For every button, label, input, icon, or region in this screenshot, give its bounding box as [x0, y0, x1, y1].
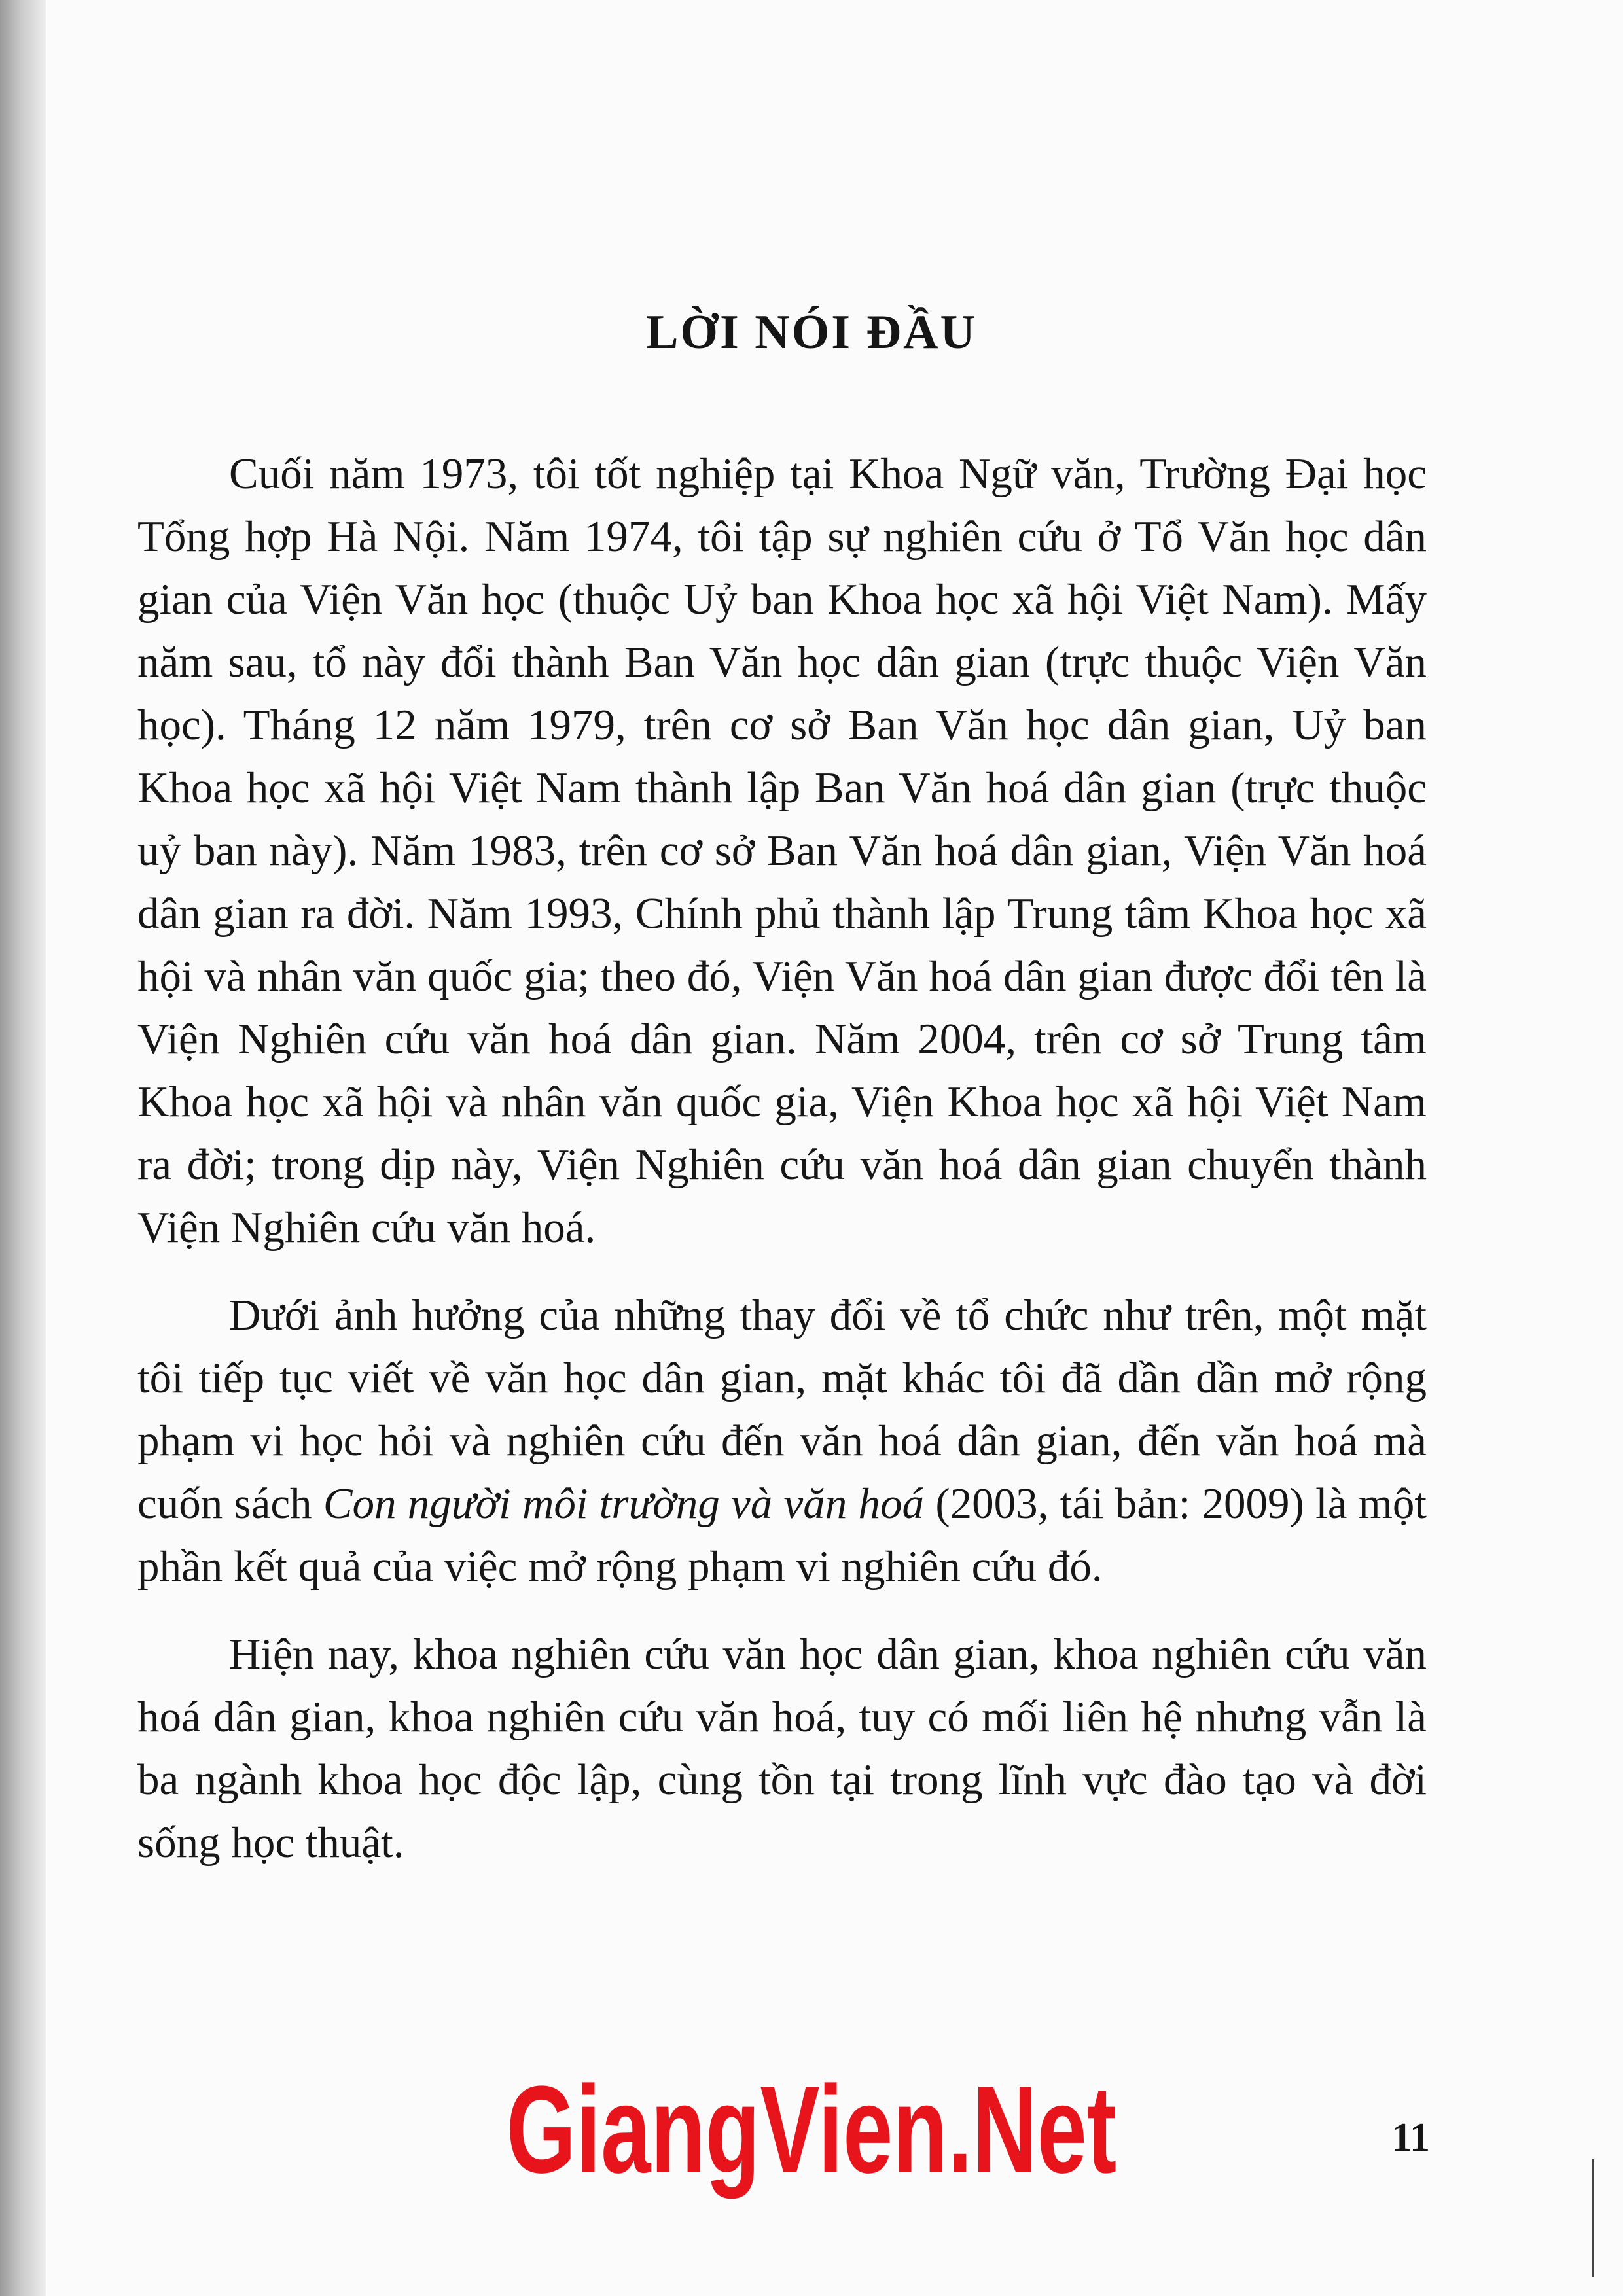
paragraph-2-text-after: (2003, tái bản: 2009) là một phần kết quả của việc mở rộng phạm vi nghiên cứu đó.	[137, 1479, 1427, 1591]
watermark: GiangVien.Net	[506, 2060, 1117, 2199]
book-title: Con người môi trường và văn hoá	[323, 1479, 925, 1528]
page-title: LỜI NÓI ĐẦU	[646, 306, 977, 359]
paragraph-2-text-before: Dưới ảnh hưởng của những thay đổi về tổ chức như trên, một mặt tôi tiếp tục viết về văn học dân gian, mặt khác tôi đã dần dần mở rộng phạm vi học hỏi và nghiên cứu đến văn hoá dân gian, đến văn hoá mà cuốn sách	[137, 1291, 1427, 1528]
body-text	[137, 442, 1427, 1874]
paragraph-2	[137, 1284, 1427, 1598]
paragraph-1: Cuối năm 1973, tôi tốt nghiệp tại Khoa Ngữ văn, Trường Đại học Tổng hợp Hà Nội. Năm 1974, tôi tập sự nghiên cứu ở Tổ Văn học dân gian của Viện Văn học (thuộc Uỷ ban Khoa học xã hội Việt Nam). Mấy năm sau, tổ này đổi thành Ban Văn học dân gian (trực thuộc Viện Văn học). Tháng 12 năm 1979, trên cơ sở Ban Văn học dân gian, Uỷ ban Khoa học xã hội Việt Nam thành lập Ban Văn hoá dân gian (trực thuộc uỷ ban này). Năm 1983, trên cơ sở Ban Văn hoá dân gian, Viện Văn hoá dân gian ra đời. Năm 1993, Chính phủ thành lập Trung tâm Khoa học xã hội và nhân văn quốc gia; theo đó, Viện Văn hoá dân gian được đổi tên là Viện Nghiên cứu văn hoá dân gian. Năm 2004, trên cơ sở Trung tâm Khoa học xã hội và nhân văn quốc gia, Viện Khoa học xã hội Việt Nam ra đời; trong dịp này, Viện Nghiên cứu văn hoá dân gian chuyển thành Viện Nghiên cứu văn hoá.	[137, 450, 1427, 1252]
page-edge-mark	[1592, 2159, 1594, 2277]
paragraph-3: Hiện nay, khoa nghiên cứu văn học dân gian, khoa nghiên cứu văn hoá dân gian, khoa nghiên cứu văn hoá, tuy có mối liên hệ nhưng vẫn là ba ngành khoa học độc lập, cùng tồn tại trong lĩnh vực đào tạo và đời sống học thuật.	[137, 1630, 1427, 1867]
page-number: 11	[1391, 2115, 1430, 2160]
